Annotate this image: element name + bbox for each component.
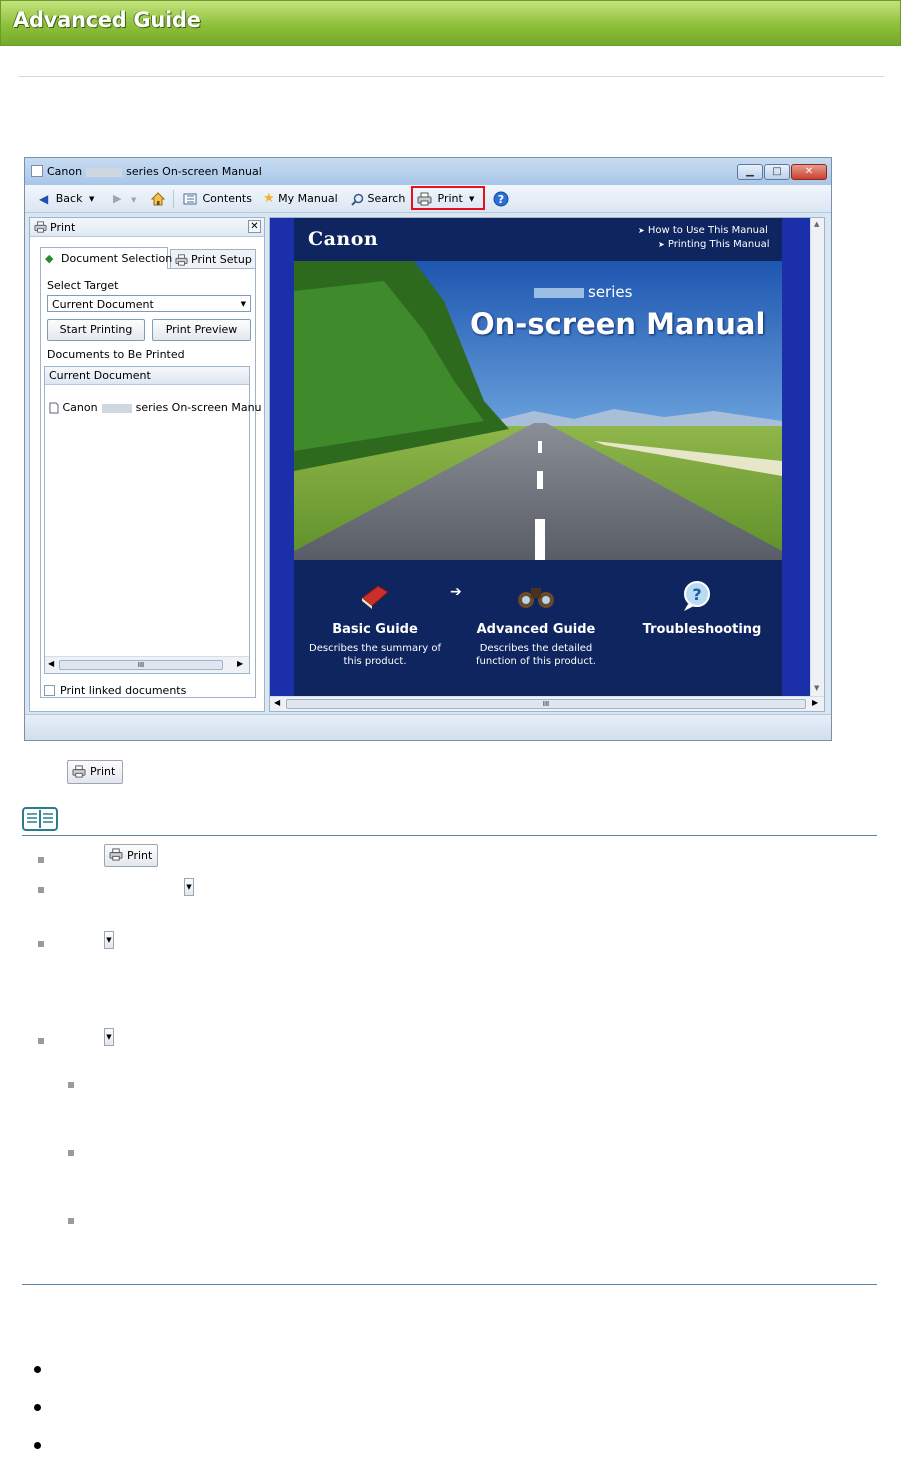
arrow-right-icon: ➔	[450, 584, 462, 600]
list-bullet	[34, 1404, 41, 1411]
list-item-suffix: series On-screen Manu	[135, 401, 262, 414]
series-text: series	[588, 283, 633, 301]
close-icon: ✕	[250, 221, 259, 232]
printer-icon	[34, 221, 47, 233]
cover-photo	[294, 261, 782, 560]
back-button[interactable]	[39, 190, 94, 208]
basic-guide-desc-line2: this product.	[343, 656, 407, 667]
print-button[interactable]	[417, 190, 463, 208]
note-top-divider	[22, 835, 877, 836]
how-to-use-link-label: How to Use This Manual	[647, 225, 768, 236]
minimize-icon: ▁	[746, 166, 754, 177]
note-bullet	[38, 941, 44, 947]
arrow-right-icon: ➤	[658, 240, 665, 249]
documents-to-be-printed-label: Documents to Be Printed	[47, 348, 185, 361]
scroll-up-icon: ▲	[814, 220, 820, 228]
toolbar	[25, 185, 831, 213]
page-header	[0, 0, 901, 46]
arrow-right-icon: ➤	[638, 226, 645, 235]
scroll-right-icon: ▶	[812, 698, 819, 707]
manual-window	[24, 157, 832, 741]
help-icon	[493, 191, 509, 207]
chevron-down-icon: ▼	[130, 196, 137, 204]
scroll-right-icon: ▶	[237, 659, 244, 668]
scroll-thumb[interactable]	[59, 660, 223, 670]
note-icon	[22, 806, 58, 832]
list-bullet	[34, 1366, 41, 1373]
chevron-down-icon: ▼	[88, 195, 95, 203]
printer-icon	[72, 765, 86, 778]
advanced-guide-desc-line1: Describes the detailed	[479, 643, 593, 654]
contents-icon	[183, 192, 197, 206]
basic-guide-description	[300, 642, 450, 668]
sub-bullet	[68, 1218, 74, 1224]
print-pane-close-button[interactable]	[248, 220, 261, 233]
how-to-use-link[interactable]	[638, 225, 768, 236]
chevron-down-icon: ▼	[469, 195, 475, 203]
print-button-illustration-label: Print	[90, 765, 116, 778]
forward-button[interactable]	[113, 190, 136, 208]
scroll-thumb[interactable]	[286, 699, 806, 709]
window-titlebar	[25, 158, 831, 185]
chevron-down-icon: ▼	[186, 883, 192, 891]
maximize-icon: □	[772, 166, 782, 177]
scroll-grip: III	[137, 661, 145, 669]
print-linked-label: Print linked documents	[60, 684, 187, 697]
printing-manual-link-label: Printing This Manual	[667, 239, 770, 250]
sub-bullet	[68, 1082, 74, 1088]
guide-links-bar	[294, 560, 782, 696]
scroll-grip: III	[542, 700, 550, 708]
scroll-left-icon: ◀	[48, 659, 55, 668]
content-hscrollbar[interactable]	[270, 696, 824, 711]
print-pane-title: Print	[50, 221, 76, 234]
tab-document-selection[interactable]	[40, 247, 173, 269]
select-target-value: Current Document	[52, 298, 154, 311]
minimize-button[interactable]	[737, 164, 763, 180]
series-label	[530, 283, 632, 301]
book-icon	[358, 582, 390, 610]
contents-button[interactable]	[183, 190, 252, 208]
scroll-left-icon: ◀	[274, 698, 281, 707]
start-printing-button[interactable]: Start Printing	[47, 319, 145, 341]
document-selection-icon: ◆	[45, 252, 54, 265]
page-title: Advanced Guide	[13, 8, 201, 32]
print-button-illustration	[67, 760, 123, 784]
print-label: Print	[437, 192, 463, 205]
dropdown-arrow-illustration	[104, 1028, 114, 1046]
road-landscape-image	[294, 261, 782, 560]
advanced-guide-description	[462, 642, 610, 668]
note-bullet	[38, 857, 44, 863]
troubleshooting-icon	[680, 580, 714, 612]
list-item[interactable]	[49, 401, 262, 414]
svg-text:?: ?	[497, 193, 505, 206]
basic-guide-link[interactable]: Basic Guide	[332, 622, 418, 637]
basic-guide-desc-line1: Describes the summary of	[309, 643, 441, 654]
help-button[interactable]	[493, 190, 509, 208]
manual-page-background	[270, 218, 810, 696]
svg-text:?: ?	[692, 585, 702, 604]
scroll-down-icon: ▼	[814, 684, 820, 692]
toolbar-separator	[173, 190, 174, 208]
tab-print-setup[interactable]	[170, 249, 256, 269]
window-title-prefix: Canon	[47, 165, 83, 178]
home-button[interactable]	[150, 190, 166, 208]
manual-content-pane	[269, 217, 825, 712]
documents-list-header: Current Document	[45, 367, 249, 385]
troubleshooting-link[interactable]: Troubleshooting	[642, 622, 762, 637]
sub-bullet	[68, 1150, 74, 1156]
tab-document-selection-label: Document Selection	[61, 252, 173, 265]
forward-arrow-icon: ▶	[113, 192, 122, 205]
print-button-illustration-label: Print	[127, 849, 153, 862]
search-icon	[351, 193, 364, 206]
printer-icon	[175, 254, 188, 266]
print-linked-checkbox[interactable]	[44, 685, 55, 696]
list-bullet	[34, 1442, 41, 1449]
print-button-illustration	[104, 844, 158, 867]
star-icon: ★	[263, 191, 275, 206]
documents-list	[44, 366, 262, 674]
canon-logo: Canon	[308, 228, 379, 250]
print-pane	[29, 217, 265, 712]
contents-label: Contents	[202, 192, 252, 205]
header-divider	[18, 76, 884, 77]
back-arrow-icon: ◀	[39, 192, 49, 206]
maximize-button[interactable]	[764, 164, 790, 180]
document-icon	[49, 402, 59, 414]
note-bullet	[38, 1038, 44, 1044]
chevron-down-icon: ▼	[106, 936, 112, 944]
status-bar	[25, 714, 831, 740]
content-vscrollbar[interactable]	[810, 218, 824, 696]
printing-manual-link[interactable]	[658, 239, 770, 250]
note-bullet	[38, 887, 44, 893]
note-bottom-divider	[22, 1284, 877, 1285]
documents-list-hscrollbar[interactable]	[45, 656, 249, 673]
chevron-down-icon: ▼	[106, 1033, 112, 1041]
printer-icon	[417, 192, 432, 206]
select-target-dropdown[interactable]	[47, 295, 251, 312]
printer-icon	[109, 848, 123, 861]
list-item-prefix: Canon	[62, 401, 98, 414]
window-title	[47, 165, 262, 178]
window-title-suffix: series On-screen Manual	[126, 165, 262, 178]
binoculars-icon	[516, 580, 556, 610]
close-icon: ✕	[804, 166, 814, 177]
back-label: Back	[55, 192, 83, 205]
close-button[interactable]	[791, 164, 827, 180]
select-target-label: Select Target	[47, 279, 119, 292]
chevron-down-icon: ▼	[240, 300, 246, 308]
home-icon	[150, 191, 166, 207]
my-manual-button[interactable]	[263, 190, 338, 208]
print-pane-header	[30, 218, 264, 237]
manual-cover	[294, 218, 782, 696]
print-preview-button[interactable]: Print Preview	[152, 319, 251, 341]
model-name-redacted	[86, 168, 122, 177]
tab-print-setup-label: Print Setup	[191, 253, 252, 266]
model-name-redacted	[102, 404, 132, 413]
dropdown-arrow-illustration	[104, 931, 114, 949]
dropdown-arrow-illustration	[184, 878, 194, 896]
advanced-guide-desc-line2: function of this product.	[476, 656, 596, 667]
search-button[interactable]	[351, 190, 405, 208]
model-name-redacted	[534, 288, 584, 298]
advanced-guide-link[interactable]: Advanced Guide	[476, 622, 596, 637]
my-manual-label: My Manual	[278, 192, 338, 205]
print-dropdown-button[interactable]	[469, 190, 474, 208]
search-label: Search	[367, 192, 406, 205]
app-icon	[31, 165, 43, 177]
manual-title: On-screen Manual	[470, 307, 766, 341]
